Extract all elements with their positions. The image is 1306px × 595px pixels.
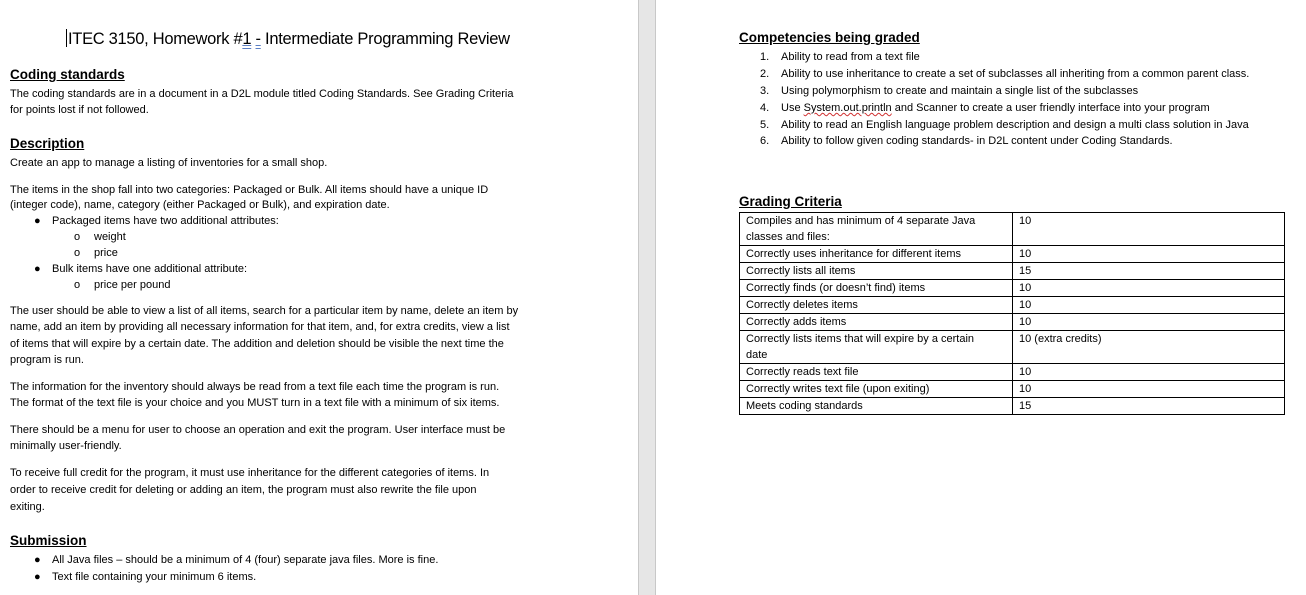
competency-item-4: Use System.out.println and Scanner to create a user friendly interface into your program (781, 102, 1210, 114)
competency-num-2: 2. (760, 68, 770, 80)
table-row (740, 364, 1285, 381)
points-cell: 10 (extra credits) (1013, 331, 1285, 364)
coding-standards-line-2: for points lost if not followed. (10, 104, 149, 116)
criteria-cell: Correctly adds items (740, 314, 1013, 331)
points-cell: 10 (1013, 297, 1285, 314)
points-cell: 15 (1013, 263, 1285, 280)
submission-item-java-files: All Java files – should be a minimum of 4 (four) separate java files. More is fine. (52, 554, 439, 566)
competency-item-6: Ability to follow given coding standards- in D2L content under Coding Standards. (781, 135, 1173, 147)
points-cell: 10 (1013, 246, 1285, 263)
competency-item-2: Ability to use inheritance to create a set of subclasses all inheriting from a common parent class. (781, 68, 1250, 80)
table-row (740, 331, 1285, 364)
description-p5-line-2: order to receive credit for deleting or adding an item, the program must also rewrite the file upon (10, 484, 477, 496)
bullet-dot: ● (34, 215, 41, 227)
description-p3-line-2: The format of the text file is your choice and you MUST turn in a text file with a minimum of six items. (10, 397, 500, 409)
document-title (66, 29, 510, 49)
criteria-cell: Correctly writes text file (upon exiting) (740, 381, 1013, 398)
sub-bullet-circle: o (74, 247, 81, 259)
sub-bullet-circle: o (74, 231, 81, 243)
points-cell: 10 (1013, 364, 1285, 381)
table-row (740, 398, 1285, 415)
spellcheck-flagged-text: System.out.println (803, 102, 892, 114)
coding-standards-heading: Coding standards (10, 67, 125, 82)
points-cell: 10 (1013, 381, 1285, 398)
criteria-cell: Correctly lists all items (740, 263, 1013, 280)
packaged-sub-price: price (94, 247, 118, 259)
submission-bullet (34, 569, 41, 585)
title-text: ITEC 3150, Homework # (68, 30, 243, 48)
competency-num-5: 5. (760, 119, 770, 131)
description-p1-line-1: The items in the shop fall into two categories: Packaged or Bulk. All items should have a unique ID (10, 184, 489, 196)
bulk-text: Bulk items have one additional attribute: (52, 263, 248, 275)
description-p5-line-1: To receive full credit for the program, it must use inheritance for the different categories of items. In (10, 467, 490, 479)
packaged-text: Packaged items have two additional attributes: (52, 215, 279, 227)
document-page-left (0, 0, 638, 595)
competency-item-5: Ability to read an English language problem description and design a multi class solution in Java (781, 119, 1249, 131)
competency-num-1: 1. (760, 51, 770, 63)
competency-num-4: 4. (760, 102, 770, 114)
bullet-packaged (34, 213, 41, 229)
criteria-cell: Compiles and has minimum of 4 separate Java classes and files: (740, 213, 1013, 246)
criteria-cell: Correctly reads text file (740, 364, 1013, 381)
bullet-dot: ● (34, 263, 41, 275)
table-row (740, 280, 1285, 297)
description-p3-line-1: The information for the inventory should always be read from a text file each time the program is run. (10, 381, 500, 393)
title-number: 1 (242, 30, 252, 48)
bulk-sub-price: price per pound (94, 279, 171, 291)
description-p1-line-2: (integer code), name, category (either Packaged or Bulk), and expiration date. (10, 199, 390, 211)
sub-bullet-circle: o (74, 279, 81, 291)
submission-item-text-file: Text file containing your minimum 6 items. (52, 571, 257, 583)
competency-item-3: Using polymorphism to create and maintain a single list of the subclasses (781, 85, 1139, 97)
document-page-right (656, 0, 1306, 595)
bullet-bulk (34, 261, 41, 277)
title-dash: - (255, 30, 261, 48)
text-cursor (66, 29, 67, 47)
description-p2-line-4: program is run. (10, 354, 84, 366)
description-p5-line-3: exiting. (10, 501, 45, 513)
grading-criteria-table (739, 212, 1285, 415)
points-cell: 10 (1013, 314, 1285, 331)
table-row (740, 246, 1285, 263)
bullet-dot: ● (34, 571, 41, 583)
criteria-cell: Correctly lists items that will expire by a certain date (740, 331, 1013, 364)
description-p4-line-2: minimally user-friendly. (10, 440, 122, 452)
points-cell: 15 (1013, 398, 1285, 415)
grading-criteria-heading: Grading Criteria (739, 194, 842, 209)
description-p2-line-1: The user should be able to view a list of all items, search for a particular item by name, delete an item by (10, 305, 519, 317)
description-intro: Create an app to manage a listing of inventories for a small shop. (10, 157, 328, 169)
table-row (740, 314, 1285, 331)
criteria-cell: Correctly deletes items (740, 297, 1013, 314)
page-gutter (638, 0, 656, 595)
bullet-dot: ● (34, 554, 41, 566)
criteria-cell: Correctly finds (or doesn’t find) items (740, 280, 1013, 297)
description-p4-line-1: There should be a menu for user to choose an operation and exit the program. User interface must be (10, 424, 506, 436)
coding-standards-line-1: The coding standards are in a document in a D2L module titled Coding Standards. See Grading Criteria (10, 88, 514, 100)
submission-bullet (34, 552, 41, 568)
title-subtitle: Intermediate Programming Review (260, 30, 510, 48)
description-p2-line-2: name, add an item by providing all necessary information for that item, and, for extra credits, view a list (10, 321, 510, 333)
submission-heading: Submission (10, 533, 87, 548)
criteria-cell: Meets coding standards (740, 398, 1013, 415)
packaged-sub-weight: weight (94, 231, 126, 243)
table-row (740, 381, 1285, 398)
points-cell: 10 (1013, 213, 1285, 246)
points-cell: 10 (1013, 280, 1285, 297)
competency-num-6: 6. (760, 135, 770, 147)
table-row (740, 263, 1285, 280)
competency-num-3: 3. (760, 85, 770, 97)
competency-item-1: Ability to read from a text file (781, 51, 920, 63)
criteria-cell: Correctly uses inheritance for different items (740, 246, 1013, 263)
table-row (740, 213, 1285, 246)
description-p2-line-3: of items that will expire by a certain date. The addition and deletion should be visible the next time the (10, 338, 504, 350)
description-heading: Description (10, 136, 85, 151)
table-row (740, 297, 1285, 314)
competencies-heading: Competencies being graded (739, 30, 920, 45)
